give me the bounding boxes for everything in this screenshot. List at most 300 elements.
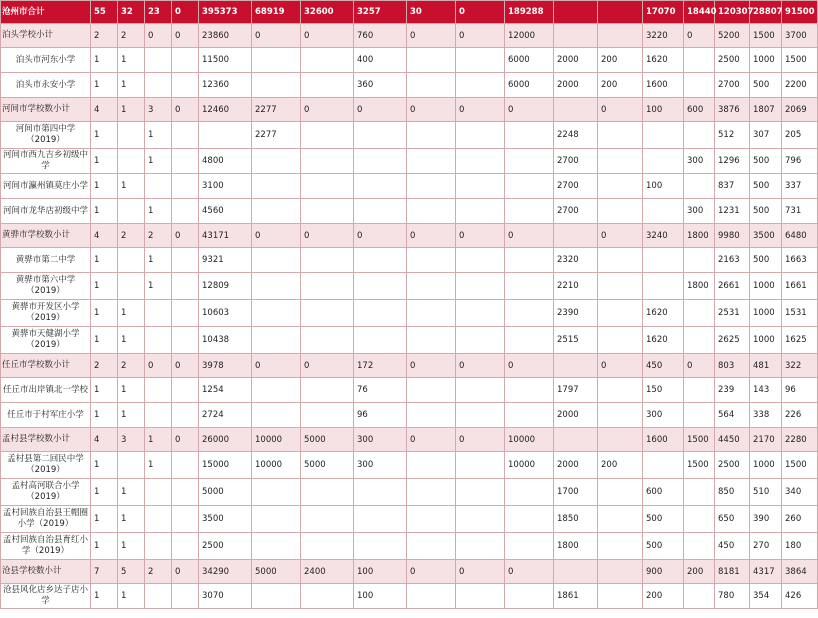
value-cell: 2163: [715, 248, 750, 273]
value-cell: 2700: [715, 73, 750, 98]
value-cell: [172, 248, 199, 273]
value-cell: 0: [505, 98, 554, 122]
value-cell: 450: [715, 533, 750, 560]
value-cell: 780: [715, 584, 750, 609]
value-cell: 1661: [782, 273, 818, 300]
value-cell: 2000: [554, 452, 598, 479]
value-cell: 2500: [199, 533, 252, 560]
value-cell: 4: [91, 98, 118, 122]
value-cell: 9321: [199, 248, 252, 273]
value-cell: 426: [782, 584, 818, 609]
value-cell: 500: [750, 199, 782, 224]
value-cell: 1850: [554, 506, 598, 533]
value-cell: [456, 533, 505, 560]
value-cell: 18440: [684, 1, 715, 24]
value-cell: [172, 174, 199, 199]
value-cell: [684, 479, 715, 506]
value-cell: 189288: [505, 1, 554, 24]
value-cell: 5000: [301, 452, 354, 479]
table-row: [1, 199, 818, 224]
value-cell: 2277: [252, 98, 301, 122]
value-cell: 1700: [554, 479, 598, 506]
value-cell: [145, 403, 172, 428]
value-cell: [554, 98, 598, 122]
value-cell: 0: [407, 354, 456, 378]
value-cell: 12460: [199, 98, 252, 122]
value-cell: 0: [407, 224, 456, 248]
value-cell: 1: [118, 403, 145, 428]
value-cell: 760: [354, 24, 407, 48]
value-cell: [407, 403, 456, 428]
subtotal-row: [1, 428, 818, 452]
value-cell: 0: [598, 98, 643, 122]
value-cell: 1: [91, 73, 118, 98]
value-cell: 9980: [715, 224, 750, 248]
value-cell: [145, 48, 172, 73]
value-cell: [301, 533, 354, 560]
value-cell: 1807: [750, 98, 782, 122]
value-cell: 400: [354, 48, 407, 73]
value-cell: 1: [91, 248, 118, 273]
value-cell: 1500: [782, 48, 818, 73]
value-cell: [505, 327, 554, 354]
value-cell: 1: [91, 479, 118, 506]
table-row: [1, 48, 818, 73]
school-name-cell: 泊头市永安小学: [1, 73, 91, 98]
table-row: [1, 452, 818, 479]
table-row: [1, 584, 818, 609]
value-cell: 1600: [643, 428, 684, 452]
value-cell: 1: [145, 273, 172, 300]
value-cell: 500: [643, 506, 684, 533]
value-cell: [598, 560, 643, 584]
school-name-cell: 任丘市学校数小计: [1, 354, 91, 378]
value-cell: 10000: [252, 452, 301, 479]
value-cell: [598, 273, 643, 300]
school-name-cell: 泊头学校小计: [1, 24, 91, 48]
value-cell: 0: [172, 428, 199, 452]
value-cell: [598, 300, 643, 327]
value-cell: 390: [750, 506, 782, 533]
value-cell: 2661: [715, 273, 750, 300]
value-cell: 2700: [554, 174, 598, 199]
value-cell: 100: [643, 174, 684, 199]
table-row: [1, 378, 818, 403]
value-cell: [598, 24, 643, 48]
value-cell: [643, 273, 684, 300]
value-cell: [407, 73, 456, 98]
value-cell: [172, 378, 199, 403]
value-cell: 2: [91, 354, 118, 378]
value-cell: [684, 122, 715, 149]
value-cell: 270: [750, 533, 782, 560]
value-cell: [456, 452, 505, 479]
value-cell: [252, 273, 301, 300]
value-cell: [598, 199, 643, 224]
value-cell: [252, 584, 301, 609]
value-cell: 0: [172, 98, 199, 122]
value-cell: 510: [750, 479, 782, 506]
value-cell: [456, 48, 505, 73]
value-cell: [172, 199, 199, 224]
table-row: [1, 533, 818, 560]
value-cell: [684, 584, 715, 609]
table-row: [1, 327, 818, 354]
value-cell: 96: [782, 378, 818, 403]
value-cell: [172, 584, 199, 609]
value-cell: 1: [118, 584, 145, 609]
value-cell: [301, 248, 354, 273]
value-cell: 1: [145, 199, 172, 224]
value-cell: 0: [252, 354, 301, 378]
value-cell: [301, 584, 354, 609]
school-name-cell: 孟村县第二回民中学（2019）: [1, 452, 91, 479]
value-cell: 300: [643, 403, 684, 428]
value-cell: [252, 73, 301, 98]
subtotal-row: [1, 354, 818, 378]
value-cell: 0: [172, 354, 199, 378]
table-row: [1, 403, 818, 428]
value-cell: 96: [354, 403, 407, 428]
value-cell: 0: [354, 98, 407, 122]
school-name-cell: 孟村县学校数小计: [1, 428, 91, 452]
value-cell: [598, 248, 643, 273]
value-cell: 1500: [750, 24, 782, 48]
value-cell: [456, 122, 505, 149]
value-cell: 1: [118, 73, 145, 98]
value-cell: 796: [782, 149, 818, 174]
value-cell: [505, 300, 554, 327]
value-cell: 1: [118, 378, 145, 403]
value-cell: [301, 73, 354, 98]
value-cell: 1: [91, 506, 118, 533]
value-cell: 3: [145, 98, 172, 122]
value-cell: 1254: [199, 378, 252, 403]
value-cell: 1500: [782, 452, 818, 479]
value-cell: [554, 354, 598, 378]
school-name-cell: 河间市第四中学（2019）: [1, 122, 91, 149]
value-cell: 55: [91, 1, 118, 24]
value-cell: 5200: [715, 24, 750, 48]
school-name-cell: 沧县学校数小计: [1, 560, 91, 584]
school-name-cell: 黄骅市开发区小学（2019）: [1, 300, 91, 327]
value-cell: 1: [91, 122, 118, 149]
value-cell: 1: [91, 584, 118, 609]
value-cell: 600: [684, 98, 715, 122]
value-cell: 4560: [199, 199, 252, 224]
value-cell: [145, 300, 172, 327]
value-cell: 260: [782, 506, 818, 533]
value-cell: 1: [91, 533, 118, 560]
value-cell: [145, 584, 172, 609]
value-cell: 2170: [750, 428, 782, 452]
value-cell: 1625: [782, 327, 818, 354]
value-cell: 1797: [554, 378, 598, 403]
value-cell: 0: [456, 560, 505, 584]
value-cell: 100: [354, 584, 407, 609]
value-cell: 7: [91, 560, 118, 584]
value-cell: 1: [118, 48, 145, 73]
value-cell: 68919: [252, 1, 301, 24]
value-cell: [354, 149, 407, 174]
value-cell: [407, 479, 456, 506]
school-name-cell: 沧县风化店乡达子店小学: [1, 584, 91, 609]
value-cell: 8181: [715, 560, 750, 584]
value-cell: [145, 174, 172, 199]
value-cell: 0: [598, 354, 643, 378]
value-cell: 1: [91, 403, 118, 428]
value-cell: [301, 300, 354, 327]
school-name-cell: 河间市龙华店初级中学: [1, 199, 91, 224]
value-cell: [118, 149, 145, 174]
value-cell: 3: [118, 428, 145, 452]
value-cell: 200: [643, 584, 684, 609]
value-cell: 0: [172, 24, 199, 48]
value-cell: [684, 300, 715, 327]
value-cell: 1: [118, 300, 145, 327]
value-cell: [407, 584, 456, 609]
value-cell: [456, 506, 505, 533]
value-cell: 1231: [715, 199, 750, 224]
value-cell: 564: [715, 403, 750, 428]
value-cell: 0: [407, 560, 456, 584]
value-cell: 0: [354, 224, 407, 248]
value-cell: [407, 300, 456, 327]
value-cell: [354, 122, 407, 149]
value-cell: 91500: [782, 1, 818, 24]
value-cell: [456, 73, 505, 98]
value-cell: 4: [91, 224, 118, 248]
value-cell: 2200: [782, 73, 818, 98]
school-name-cell: 任丘市出岸镇北一学校: [1, 378, 91, 403]
value-cell: 338: [750, 403, 782, 428]
value-cell: [145, 327, 172, 354]
value-cell: [252, 506, 301, 533]
value-cell: 2248: [554, 122, 598, 149]
school-name-cell: 黄骅市天健湖小学（2019）: [1, 327, 91, 354]
value-cell: [354, 300, 407, 327]
value-cell: 500: [750, 73, 782, 98]
value-cell: 26000: [199, 428, 252, 452]
value-cell: 17070: [643, 1, 684, 24]
value-cell: 0: [145, 354, 172, 378]
value-cell: 2: [118, 354, 145, 378]
value-cell: 4800: [199, 149, 252, 174]
value-cell: [252, 300, 301, 327]
value-cell: [505, 199, 554, 224]
value-cell: 0: [456, 1, 505, 24]
value-cell: 837: [715, 174, 750, 199]
value-cell: [252, 248, 301, 273]
value-cell: 1: [91, 149, 118, 174]
value-cell: [172, 403, 199, 428]
value-cell: 10000: [505, 452, 554, 479]
value-cell: [145, 378, 172, 403]
value-cell: 6000: [505, 48, 554, 73]
value-cell: 1: [91, 48, 118, 73]
value-cell: 10438: [199, 327, 252, 354]
value-cell: [643, 199, 684, 224]
value-cell: 1620: [643, 48, 684, 73]
value-cell: 450: [643, 354, 684, 378]
value-cell: [407, 378, 456, 403]
value-cell: [301, 199, 354, 224]
value-cell: 100: [643, 98, 684, 122]
value-cell: 4450: [715, 428, 750, 452]
value-cell: 23: [145, 1, 172, 24]
value-cell: [407, 533, 456, 560]
value-cell: 11500: [199, 48, 252, 73]
value-cell: 0: [456, 428, 505, 452]
value-cell: 322: [782, 354, 818, 378]
value-cell: 2700: [554, 149, 598, 174]
value-cell: 10000: [252, 428, 301, 452]
value-cell: [407, 506, 456, 533]
school-name-cell: 河间市瀛州镇莫庄小学: [1, 174, 91, 199]
value-cell: [456, 174, 505, 199]
value-cell: 300: [684, 199, 715, 224]
value-cell: 307: [750, 122, 782, 149]
value-cell: 180: [782, 533, 818, 560]
value-cell: 850: [715, 479, 750, 506]
value-cell: 500: [643, 533, 684, 560]
school-name-cell: 沧州市合计: [1, 1, 91, 24]
value-cell: [456, 584, 505, 609]
value-cell: 0: [456, 224, 505, 248]
value-cell: 803: [715, 354, 750, 378]
value-cell: [301, 327, 354, 354]
value-cell: 2280: [782, 428, 818, 452]
value-cell: [354, 506, 407, 533]
table-row: [1, 174, 818, 199]
value-cell: 1000: [750, 327, 782, 354]
value-cell: 5000: [199, 479, 252, 506]
school-name-cell: 孟村回族自治县王帽圈小学（2019）: [1, 506, 91, 533]
value-cell: 360: [354, 73, 407, 98]
value-cell: [354, 533, 407, 560]
school-name-cell: 河间市学校数小计: [1, 98, 91, 122]
value-cell: 1: [91, 327, 118, 354]
value-cell: [456, 300, 505, 327]
value-cell: [554, 428, 598, 452]
value-cell: 100: [354, 560, 407, 584]
table-row: [1, 506, 818, 533]
value-cell: 5000: [252, 560, 301, 584]
table-row: [1, 248, 818, 273]
value-cell: 1: [118, 98, 145, 122]
value-cell: [407, 174, 456, 199]
value-cell: [252, 479, 301, 506]
value-cell: [598, 327, 643, 354]
value-cell: 1: [91, 452, 118, 479]
value-cell: [554, 560, 598, 584]
value-cell: [598, 149, 643, 174]
value-cell: [354, 327, 407, 354]
value-cell: 2277: [252, 122, 301, 149]
value-cell: [301, 506, 354, 533]
value-cell: [407, 122, 456, 149]
value-cell: 1: [145, 428, 172, 452]
value-cell: [456, 199, 505, 224]
value-cell: 1600: [643, 73, 684, 98]
value-cell: [598, 533, 643, 560]
value-cell: [598, 479, 643, 506]
value-cell: 3220: [643, 24, 684, 48]
value-cell: 200: [598, 48, 643, 73]
value-cell: 1663: [782, 248, 818, 273]
value-cell: [643, 149, 684, 174]
value-cell: 0: [598, 224, 643, 248]
value-cell: [456, 479, 505, 506]
value-cell: 2: [145, 560, 172, 584]
value-cell: 1000: [750, 452, 782, 479]
value-cell: [684, 378, 715, 403]
value-cell: [252, 174, 301, 199]
value-cell: 4317: [750, 560, 782, 584]
school-name-cell: 泊头市河东小学: [1, 48, 91, 73]
value-cell: 2069: [782, 98, 818, 122]
value-cell: 1: [118, 174, 145, 199]
table-row: [1, 122, 818, 149]
value-cell: 4: [91, 428, 118, 452]
value-cell: 337: [782, 174, 818, 199]
value-cell: 2500: [715, 452, 750, 479]
value-cell: 3070: [199, 584, 252, 609]
value-cell: 205: [782, 122, 818, 149]
value-cell: 0: [684, 354, 715, 378]
value-cell: [354, 174, 407, 199]
value-cell: 1: [145, 122, 172, 149]
value-cell: 900: [643, 560, 684, 584]
value-cell: 1800: [684, 273, 715, 300]
value-cell: [598, 403, 643, 428]
value-cell: 3100: [199, 174, 252, 199]
value-cell: [684, 327, 715, 354]
value-cell: [407, 149, 456, 174]
value-cell: 0: [407, 24, 456, 48]
value-cell: [407, 248, 456, 273]
value-cell: 2210: [554, 273, 598, 300]
value-cell: [407, 327, 456, 354]
value-cell: 3240: [643, 224, 684, 248]
value-cell: [456, 327, 505, 354]
value-cell: 200: [598, 452, 643, 479]
value-cell: 1: [91, 378, 118, 403]
value-cell: [598, 174, 643, 199]
value-cell: 12360: [199, 73, 252, 98]
value-cell: [456, 378, 505, 403]
value-cell: [252, 403, 301, 428]
value-cell: 12000: [505, 24, 554, 48]
value-cell: [118, 452, 145, 479]
value-cell: 0: [301, 98, 354, 122]
value-cell: 3500: [199, 506, 252, 533]
value-cell: 300: [354, 452, 407, 479]
value-cell: 10000: [505, 428, 554, 452]
value-cell: [354, 273, 407, 300]
value-cell: 3978: [199, 354, 252, 378]
value-cell: [598, 1, 643, 24]
table-row: [1, 149, 818, 174]
value-cell: [301, 378, 354, 403]
value-cell: [301, 403, 354, 428]
value-cell: [554, 224, 598, 248]
school-name-cell: 孟村回族自治县育红小学（2019）: [1, 533, 91, 560]
value-cell: 3864: [782, 560, 818, 584]
value-cell: 1: [91, 199, 118, 224]
value-cell: [684, 506, 715, 533]
value-cell: 0: [505, 224, 554, 248]
